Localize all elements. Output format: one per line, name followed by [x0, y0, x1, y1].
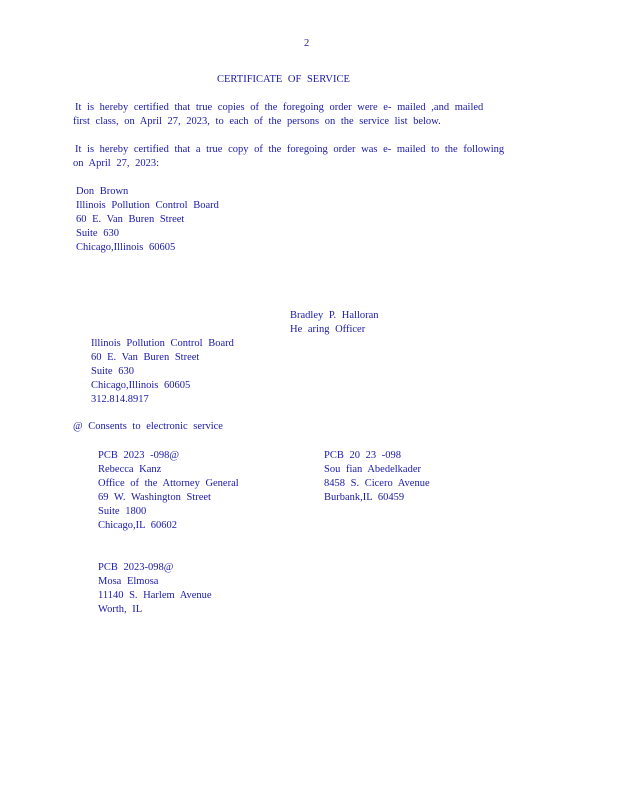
- service-address-line: 69 W. Washington Street: [98, 492, 211, 503]
- paragraph-1-line-2: first class, on April 27, 2023, to each of the persons on the service list below.: [73, 116, 441, 127]
- service-address-line: 11140 S. Harlem Avenue: [98, 590, 212, 601]
- service-name: Rebecca Kanz: [98, 464, 162, 475]
- signer-address-line: Suite 630: [91, 366, 134, 377]
- paragraph-1-line-1: It is hereby certified that true copies of the foregoing order were e- mailed ,and mailed: [75, 102, 484, 113]
- signer-address-block: [91, 337, 234, 407]
- document-title: CERTIFICATE OF SERVICE: [217, 74, 350, 85]
- recipient-line: Don Brown: [76, 186, 129, 197]
- service-name: Mosa Elmosa: [98, 576, 159, 587]
- paragraph-2-line-1: It is hereby certified that a true copy of the foregoing order was e- mailed to the following: [75, 144, 505, 155]
- signer-address-line: Illinois Pollution Control Board: [91, 338, 234, 349]
- service-entry-3: [98, 561, 212, 617]
- service-address-line: Worth, IL: [98, 604, 143, 615]
- paragraph-2-line-2: on April 27, 2023:: [73, 158, 160, 169]
- signer-block: [290, 309, 379, 337]
- recipient-line: Illinois Pollution Control Board: [76, 200, 219, 211]
- service-address-line: Burbank,IL 60459: [324, 492, 405, 503]
- signer-name: Bradley P. Halloran: [290, 310, 379, 321]
- service-entry-1: [98, 449, 239, 533]
- signer-address-line: 60 E. Van Buren Street: [91, 352, 200, 363]
- signer-phone: 312.814.8917: [91, 394, 149, 405]
- service-address-line: Suite 1800: [98, 506, 147, 517]
- page-number: 2: [304, 38, 310, 49]
- recipient-line: Suite 630: [76, 228, 119, 239]
- service-address-line: Office of the Attorney General: [98, 478, 239, 489]
- service-entry-2: [324, 449, 430, 505]
- service-case-number: PCB 20 23 -098: [324, 450, 401, 461]
- service-address-line: Chicago,IL 60602: [98, 520, 178, 531]
- signer-title: He aring Officer: [290, 324, 366, 335]
- service-case-number: PCB 2023 -098@: [98, 450, 180, 461]
- service-case-number: PCB 2023-098@: [98, 562, 174, 573]
- recipient-line: Chicago,Illinois 60605: [76, 242, 176, 253]
- recipient-address-block: [76, 185, 219, 255]
- recipient-line: 60 E. Van Buren Street: [76, 214, 185, 225]
- consent-note: @ Consents to electronic service: [73, 421, 223, 432]
- service-address-line: 8458 S. Cicero Avenue: [324, 478, 430, 489]
- service-name: Sou fian Abedelkader: [324, 464, 421, 475]
- signer-address-line: Chicago,Illinois 60605: [91, 380, 191, 391]
